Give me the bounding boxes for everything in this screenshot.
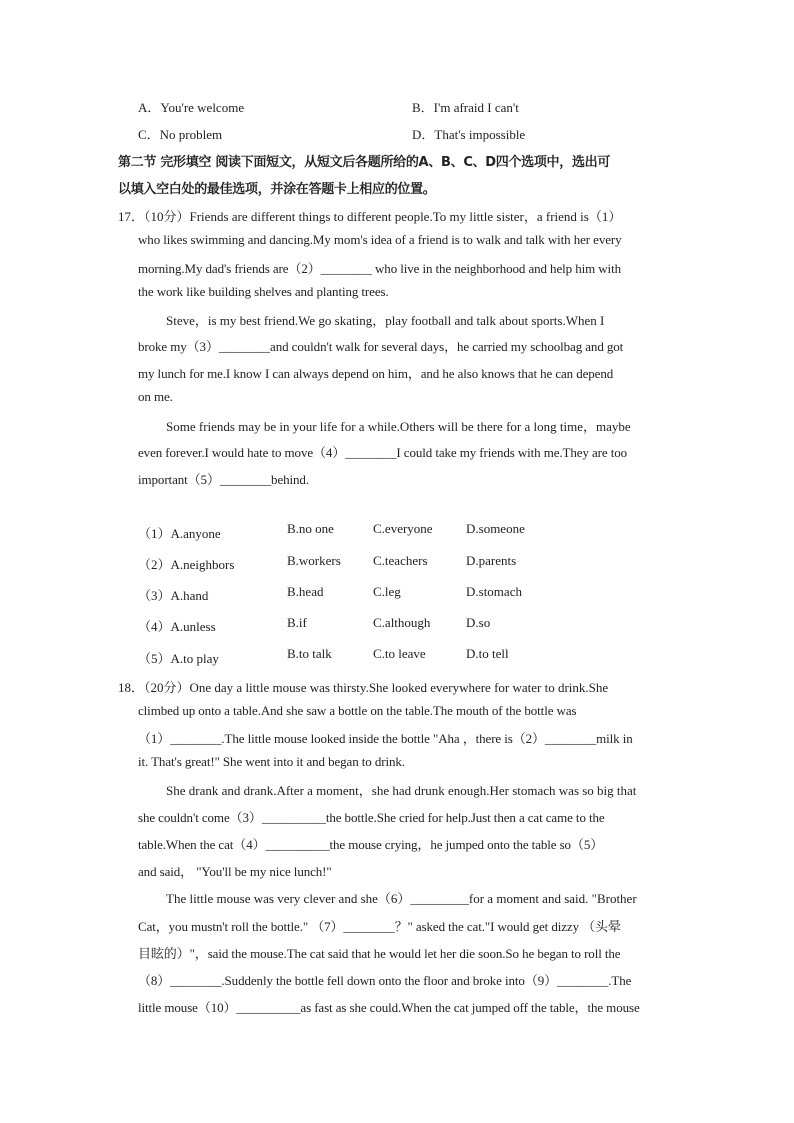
q17-option: B.workers: [287, 553, 341, 568]
q18-line: 18．（20分）One day a little mouse was thirsty.She looked everywhere for water to drink.She: [118, 680, 609, 695]
q17-option: （1）A.anyone: [138, 526, 221, 541]
section-heading-line1: 第二节 完形填空 阅读下面短文，从短文后各题所给的A、B、C、D四个选项中，选出可: [118, 155, 611, 170]
q17-option: D.so: [466, 615, 491, 630]
q18-line: 目眩的）"，said the mouse.The cat said that he would let her die soon.So he began to roll the: [138, 946, 621, 961]
section-heading-line2: 以填入空白处的最佳选项，并涂在答题卡上相应的位置。: [118, 182, 436, 197]
q17-option: B.head: [287, 584, 324, 599]
q17-line: my lunch for me.I know I can always depend on him，and he also knows that he can depend: [138, 366, 614, 381]
q17-line: who likes swimming and dancing.My mom's idea of a friend is to walk and talk with her every: [138, 232, 622, 247]
option-d: D．That's impossible: [412, 127, 526, 142]
q17-option: D.parents: [466, 553, 517, 568]
q17-line: 17．（10分）Friends are different things to different people.To my little sister，a friend is（1）: [118, 209, 622, 224]
q17-line: broke my（3）________and couldn't walk for several days，he carried my schoolbag and got: [138, 339, 624, 354]
q17-option: C.everyone: [373, 521, 433, 536]
q18-line: table.When the cat（4）__________the mouse crying，he jumped onto the table so（5）: [138, 837, 604, 852]
q17-option: D.someone: [466, 521, 525, 536]
q17-option: B.no one: [287, 521, 334, 536]
q17-line: important（5）________behind.: [138, 472, 309, 487]
q17-option: B.if: [287, 615, 307, 630]
option-b: B．I'm afraid I can't: [412, 100, 519, 115]
q17-option: B.to talk: [287, 646, 332, 661]
q17-line: even forever.I would hate to move（4）________I could take my friends with me.They are too: [138, 445, 628, 460]
q18-line: （8）________.Suddenly the bottle fell down onto the floor and broke into（9）________.The: [138, 973, 632, 988]
q18-line: The little mouse was very clever and she（6）_________for a moment and said. "Brother: [166, 891, 637, 906]
q17-line: on me.: [138, 389, 173, 404]
q17-option: D.stomach: [466, 584, 522, 599]
q17-option: C.teachers: [373, 553, 428, 568]
q18-line: it. That's great!" She went into it and began to drink.: [138, 754, 405, 769]
q17-option: C.to leave: [373, 646, 426, 661]
q17-line: the work like building shelves and planting trees.: [138, 284, 389, 299]
option-c: C．No problem: [138, 127, 223, 142]
q17-option: C.leg: [373, 584, 401, 599]
q17-option: （3）A.hand: [138, 588, 209, 603]
q17-option: （5）A.to play: [138, 651, 219, 666]
q18-line: and said， "You'll be my nice lunch!": [138, 864, 332, 879]
q18-line: she couldn't come（3）__________the bottle.She cried for help.Just then a cat came to the: [138, 810, 605, 825]
q17-line: Steve，is my best friend.We go skating，play football and talk about sports.When I: [166, 313, 605, 328]
q18-line: climbed up onto a table.And she saw a bottle on the table.The mouth of the bottle was: [138, 703, 577, 718]
q17-option: （2）A.neighbors: [138, 557, 235, 572]
option-a: A．You're welcome: [138, 100, 245, 115]
q18-line: little mouse（10）__________as fast as she could.When the cat jumped off the table，the mouse: [138, 1000, 640, 1015]
q18-line: （1）________.The little mouse looked inside the bottle "Aha ，there is（2）________milk in: [138, 731, 633, 746]
q17-option: D.to tell: [466, 646, 509, 661]
q17-line: Some friends may be in your life for a while.Others will be there for a long time，maybe: [166, 419, 631, 434]
q18-line: Cat，you mustn't roll the bottle." （7）________？" asked the cat."I would get dizzy （头晕: [138, 919, 621, 934]
q17-option: C.although: [373, 615, 431, 630]
q17-option: （4）A.unless: [138, 619, 216, 634]
q18-line: She drank and drank.After a moment，she had drunk enough.Her stomach was so big that: [166, 783, 637, 798]
q17-line: morning.My dad's friends are（2）________ who live in the neighborhood and help him with: [138, 261, 621, 276]
